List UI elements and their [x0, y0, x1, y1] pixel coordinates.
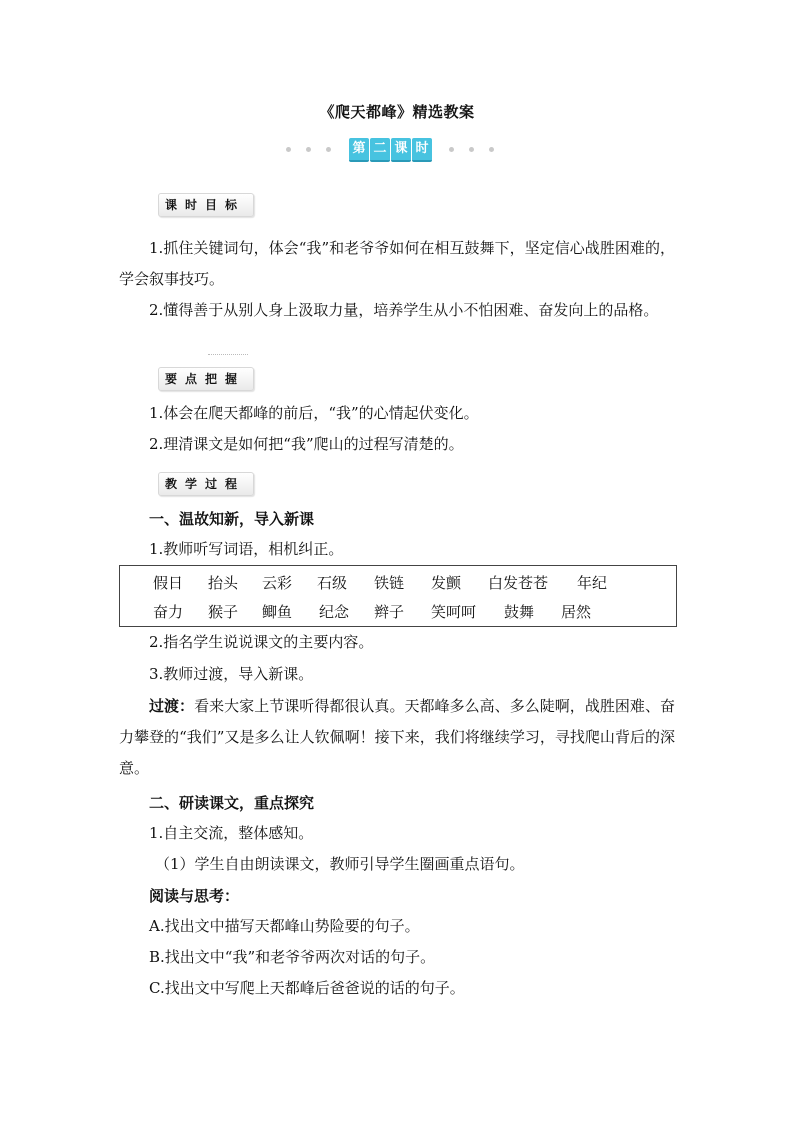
vocabulary-word: 铁链 — [374, 574, 405, 592]
lesson-badge-char: 第 — [349, 138, 369, 162]
objective-2: 2.懂得善于从别人身上汲取力量，培养学生从小不怕困难、奋发向上的品格。 — [149, 301, 659, 319]
vocabulary-box — [119, 565, 677, 627]
vocabulary-word: 石级 — [317, 574, 348, 592]
part2-sub1: （1）学生自由朗读课文，教师引导学生圈画重点语句。 — [155, 855, 525, 873]
keypoint-2: 2.理清课文是如何把“我”爬山的过程写清楚的。 — [149, 435, 464, 453]
part1-step2: 2.指名学生说说课文的主要内容。 — [149, 633, 374, 651]
lesson-badge-char: 时 — [412, 138, 432, 162]
vocabulary-word: 纪念 — [319, 603, 350, 621]
decor-dot — [286, 147, 291, 152]
vocabulary-word: 鼓舞 — [504, 603, 535, 621]
objective-1: 1.抓住关键词句，体会“我”和老爷爷如何在相互鼓舞下，坚定信心战胜困难的，学会叙事技巧。 — [119, 239, 675, 288]
section-tag-objectives: 课时目标 — [158, 193, 254, 217]
vocabulary-word: 年纪 — [577, 574, 608, 592]
question-b: B.找出文中“我”和老爷爷两次对话的句子。 — [149, 948, 436, 966]
section-tag-process: 教学过程 — [158, 472, 254, 496]
reading-label: 阅读与思考： — [149, 887, 240, 905]
divider — [208, 354, 248, 356]
question-a: A.找出文中描写天都峰山势险要的句子。 — [149, 917, 420, 935]
vocabulary-word: 猴子 — [208, 603, 239, 621]
lesson-badge-row — [286, 138, 506, 162]
vocabulary-word: 白发苍苍 — [488, 574, 549, 592]
vocabulary-word: 奋力 — [153, 603, 184, 621]
vocabulary-word: 假日 — [153, 574, 184, 592]
transition-text: 看来大家上节课听得都很认真。天都峰多么高、多么陡啊，战胜困难、奋力攀登的“我们”又是多么让人钦佩啊！接下来，我们将继续学习，寻找爬山背后的深意。 — [119, 697, 675, 777]
part1-heading: 一、温故知新，导入新课 — [149, 510, 315, 528]
transition-paragraph — [119, 691, 675, 784]
vocabulary-word: 辫子 — [374, 603, 405, 621]
lesson-badge-char: 二 — [370, 138, 390, 162]
decor-dot — [469, 147, 474, 152]
lesson-badge-char: 课 — [391, 138, 411, 162]
decor-dot — [326, 147, 331, 152]
part1-step1: 1.教师听写词语，相机纠正。 — [149, 540, 344, 558]
lesson-badge — [349, 138, 432, 162]
question-c: C.找出文中写爬上天都峰后爸爸说的话的句子。 — [149, 979, 465, 997]
vocabulary-word: 鲫鱼 — [262, 603, 293, 621]
vocabulary-word: 抬头 — [208, 574, 239, 592]
decor-dot — [489, 147, 494, 152]
part2-step1: 1.自主交流，整体感知。 — [149, 824, 314, 842]
document-title: 《爬天都峰》精选教案 — [319, 103, 475, 121]
vocabulary-word: 云彩 — [262, 574, 293, 592]
part2-heading: 二、研读课文，重点探究 — [149, 794, 315, 812]
vocabulary-word: 发颤 — [431, 574, 462, 592]
vocabulary-word: 居然 — [561, 603, 592, 621]
part1-step3: 3.教师过渡，导入新课。 — [149, 665, 314, 683]
decor-dot — [306, 147, 311, 152]
section-tag-keypoints: 要点把握 — [158, 367, 254, 391]
keypoint-1: 1.体会在爬天都峰的前后，“我”的心情起伏变化。 — [149, 404, 479, 422]
transition-label: 过渡： — [149, 697, 195, 715]
decor-dot — [449, 147, 454, 152]
vocabulary-word: 笑呵呵 — [431, 603, 477, 621]
